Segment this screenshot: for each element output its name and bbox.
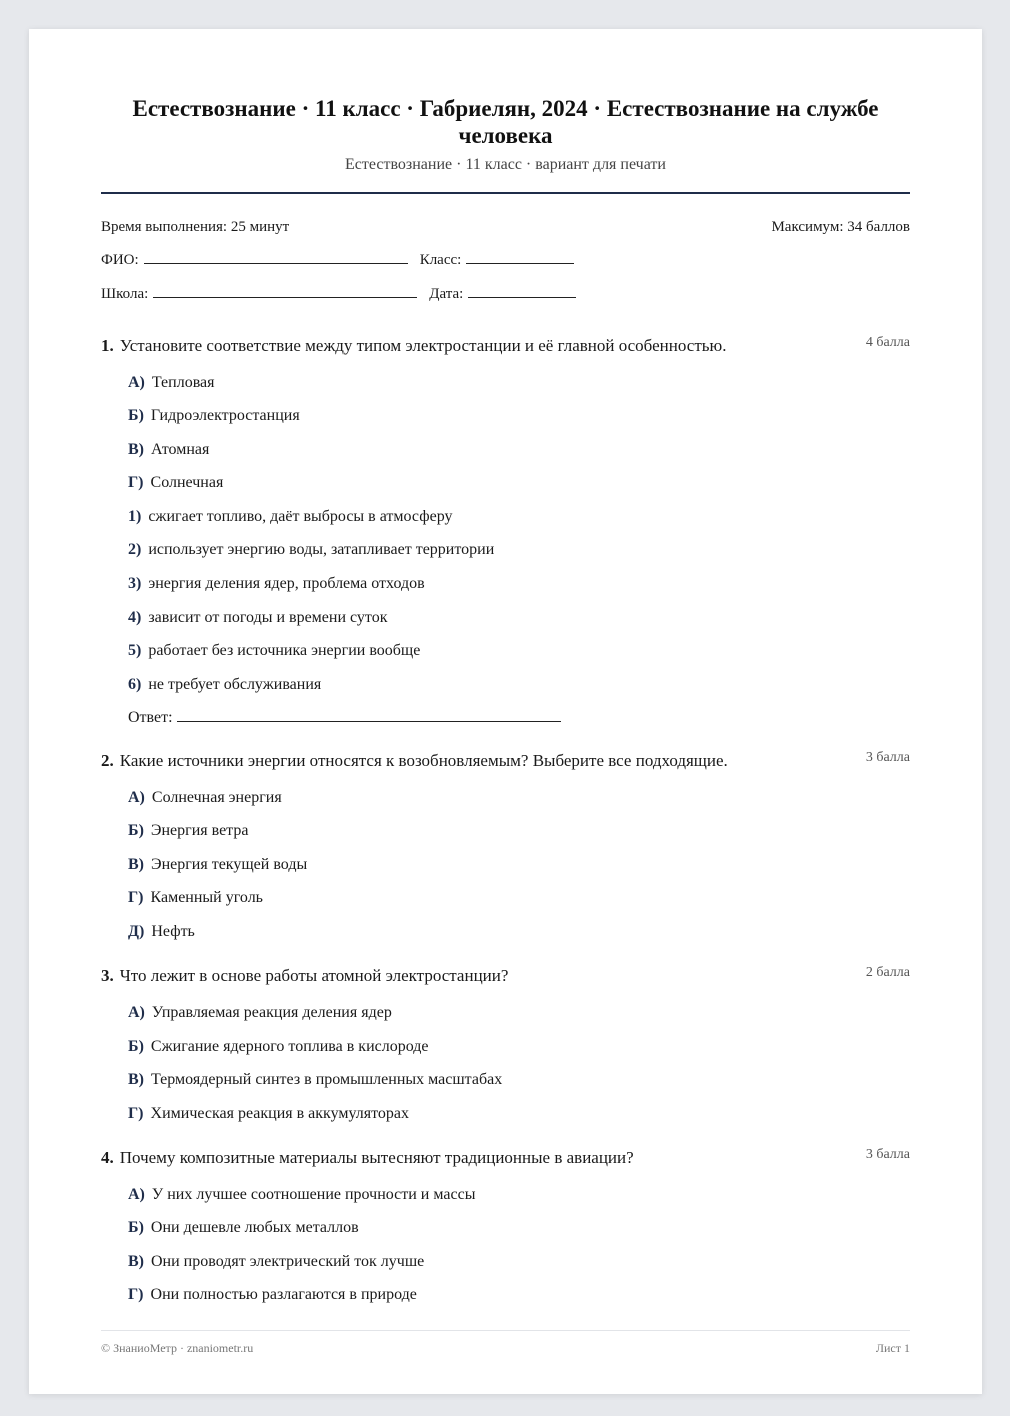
option-v[interactable] bbox=[128, 1252, 424, 1272]
option-text: не требует обслуживания bbox=[148, 676, 322, 693]
option-text: Управляемая реакция деления ядер bbox=[151, 1004, 392, 1021]
option-text: Они полностью разлагаются в природе bbox=[150, 1286, 417, 1303]
date-field[interactable] bbox=[468, 296, 576, 298]
option-label: 6) bbox=[128, 676, 142, 693]
school-label: Школа: bbox=[101, 286, 149, 302]
option-text: Они проводят электрический ток лучше bbox=[151, 1253, 425, 1270]
header-divider bbox=[101, 192, 910, 194]
question-number: 3. bbox=[101, 966, 114, 985]
max-score: Максимум: 34 баллов bbox=[771, 219, 910, 235]
option-v[interactable] bbox=[128, 1070, 502, 1090]
school-date-row bbox=[101, 286, 588, 303]
option-label: 3) bbox=[128, 575, 142, 592]
answer-field[interactable] bbox=[177, 720, 561, 722]
fio-label: ФИО: bbox=[101, 252, 139, 268]
question-prompt: Что лежит в основе работы атомной электростанции? bbox=[119, 966, 509, 985]
option-label: Г) bbox=[128, 889, 144, 906]
option-2[interactable] bbox=[128, 540, 494, 560]
option-label: 2) bbox=[128, 541, 142, 558]
option-text: Термоядерный синтез в промышленных масштабах bbox=[151, 1071, 503, 1088]
option-text: Тепловая bbox=[151, 374, 215, 391]
option-5[interactable] bbox=[128, 641, 420, 661]
option-label: 5) bbox=[128, 642, 142, 659]
question-prompt: Почему композитные материалы вытесняют традиционные в авиации? bbox=[119, 1148, 634, 1167]
option-v[interactable] bbox=[128, 855, 307, 875]
question-text bbox=[101, 1147, 910, 1169]
answer-row bbox=[128, 709, 561, 727]
question-points: 3 балла bbox=[865, 750, 910, 765]
option-a[interactable] bbox=[128, 1003, 392, 1023]
option-b[interactable] bbox=[128, 406, 300, 426]
option-v[interactable] bbox=[128, 440, 209, 460]
option-g[interactable] bbox=[128, 888, 263, 908]
option-text: работает без источника энергии вообще bbox=[148, 642, 421, 659]
option-label: А) bbox=[128, 1186, 145, 1203]
option-label: Б) bbox=[128, 822, 144, 839]
option-label: А) bbox=[128, 374, 145, 391]
footer-divider bbox=[101, 1330, 910, 1331]
option-text: Солнечная bbox=[150, 474, 224, 491]
option-text: Сжигание ядерного топлива в кислороде bbox=[150, 1038, 429, 1055]
option-label: 1) bbox=[128, 508, 142, 525]
option-label: В) bbox=[128, 441, 144, 458]
page-title: Естествознание · 11 класс · Габриелян, 2024 · Естествознание на службе человека bbox=[132, 96, 879, 148]
page-content bbox=[101, 29, 910, 1394]
option-text: сжигает топливо, даёт выбросы в атмосферу bbox=[148, 508, 453, 525]
worksheet-page bbox=[29, 29, 982, 1394]
option-g[interactable] bbox=[128, 1104, 409, 1124]
option-text: использует энергию воды, затапливает территории bbox=[148, 541, 495, 558]
option-text: энергия деления ядер, проблема отходов bbox=[148, 575, 425, 592]
option-label: Б) bbox=[128, 407, 144, 424]
question-number: 2. bbox=[101, 751, 114, 770]
question-points: 2 балла bbox=[865, 965, 910, 980]
option-4[interactable] bbox=[128, 608, 387, 628]
option-text: Каменный уголь bbox=[150, 889, 263, 906]
option-3[interactable] bbox=[128, 574, 425, 594]
option-a[interactable] bbox=[128, 788, 282, 808]
question-2 bbox=[101, 750, 910, 940]
option-b[interactable] bbox=[128, 1037, 429, 1057]
question-prompt: Какие источники энергии относятся к возобновляемым? Выберите все подходящие. bbox=[119, 751, 728, 770]
class-field[interactable] bbox=[466, 262, 574, 264]
class-label: Класс: bbox=[419, 252, 462, 268]
option-b[interactable] bbox=[128, 1218, 359, 1238]
question-text bbox=[101, 965, 910, 987]
option-label: Г) bbox=[128, 1286, 144, 1303]
question-text bbox=[101, 750, 910, 772]
option-label: Д) bbox=[128, 923, 145, 940]
footer-sheet-number: Лист 1 bbox=[875, 1341, 910, 1355]
option-text: Энергия текущей воды bbox=[151, 856, 308, 873]
school-field[interactable] bbox=[153, 296, 417, 298]
time-limit: Время выполнения: 25 минут bbox=[101, 219, 290, 235]
question-1 bbox=[101, 335, 910, 726]
page-subtitle: Естествознание · 11 класс · вариант для печати bbox=[345, 156, 666, 173]
option-text: Гидроэлектростанция bbox=[150, 407, 300, 424]
option-label: А) bbox=[128, 789, 145, 806]
question-3 bbox=[101, 965, 910, 1122]
question-number: 4. bbox=[101, 1148, 114, 1167]
option-a[interactable] bbox=[128, 1185, 475, 1205]
question-prompt: Установите соответствие между типом электростанции и её главной особенностью. bbox=[119, 336, 727, 355]
question-points: 3 балла bbox=[865, 1147, 910, 1162]
option-a[interactable] bbox=[128, 373, 215, 393]
question-4 bbox=[101, 1147, 910, 1303]
option-text: Энергия ветра bbox=[150, 822, 249, 839]
option-b[interactable] bbox=[128, 821, 248, 841]
option-label: Б) bbox=[128, 1038, 144, 1055]
option-label: 4) bbox=[128, 609, 142, 626]
question-number: 1. bbox=[101, 336, 114, 355]
name-class-row bbox=[101, 252, 586, 269]
option-text: зависит от погоды и времени суток bbox=[148, 609, 388, 626]
footer-copyright: © ЗнаниоМетр · znaniometr.ru bbox=[101, 1341, 254, 1355]
option-label: В) bbox=[128, 1253, 144, 1270]
fio-field[interactable] bbox=[144, 262, 408, 264]
option-6[interactable] bbox=[128, 675, 321, 695]
question-points: 4 балла bbox=[865, 335, 910, 350]
option-text: Нефть bbox=[151, 923, 195, 940]
answer-label: Ответ: bbox=[128, 709, 173, 726]
question-text bbox=[101, 335, 910, 357]
option-g[interactable] bbox=[128, 473, 223, 493]
option-g[interactable] bbox=[128, 1285, 417, 1305]
option-label: В) bbox=[128, 1071, 144, 1088]
option-text: Солнечная энергия bbox=[151, 789, 282, 806]
option-label: Г) bbox=[128, 1105, 144, 1122]
option-label: А) bbox=[128, 1004, 145, 1021]
option-label: Б) bbox=[128, 1219, 144, 1236]
option-d[interactable] bbox=[128, 922, 195, 942]
option-1[interactable] bbox=[128, 507, 452, 527]
option-label: В) bbox=[128, 856, 144, 873]
option-text: У них лучшее соотношение прочности и массы bbox=[151, 1186, 476, 1203]
option-text: Атомная bbox=[151, 441, 210, 458]
option-label: Г) bbox=[128, 474, 144, 491]
date-label: Дата: bbox=[429, 286, 464, 302]
option-text: Химическая реакция в аккумуляторах bbox=[150, 1105, 410, 1122]
option-text: Они дешевле любых металлов bbox=[150, 1219, 359, 1236]
